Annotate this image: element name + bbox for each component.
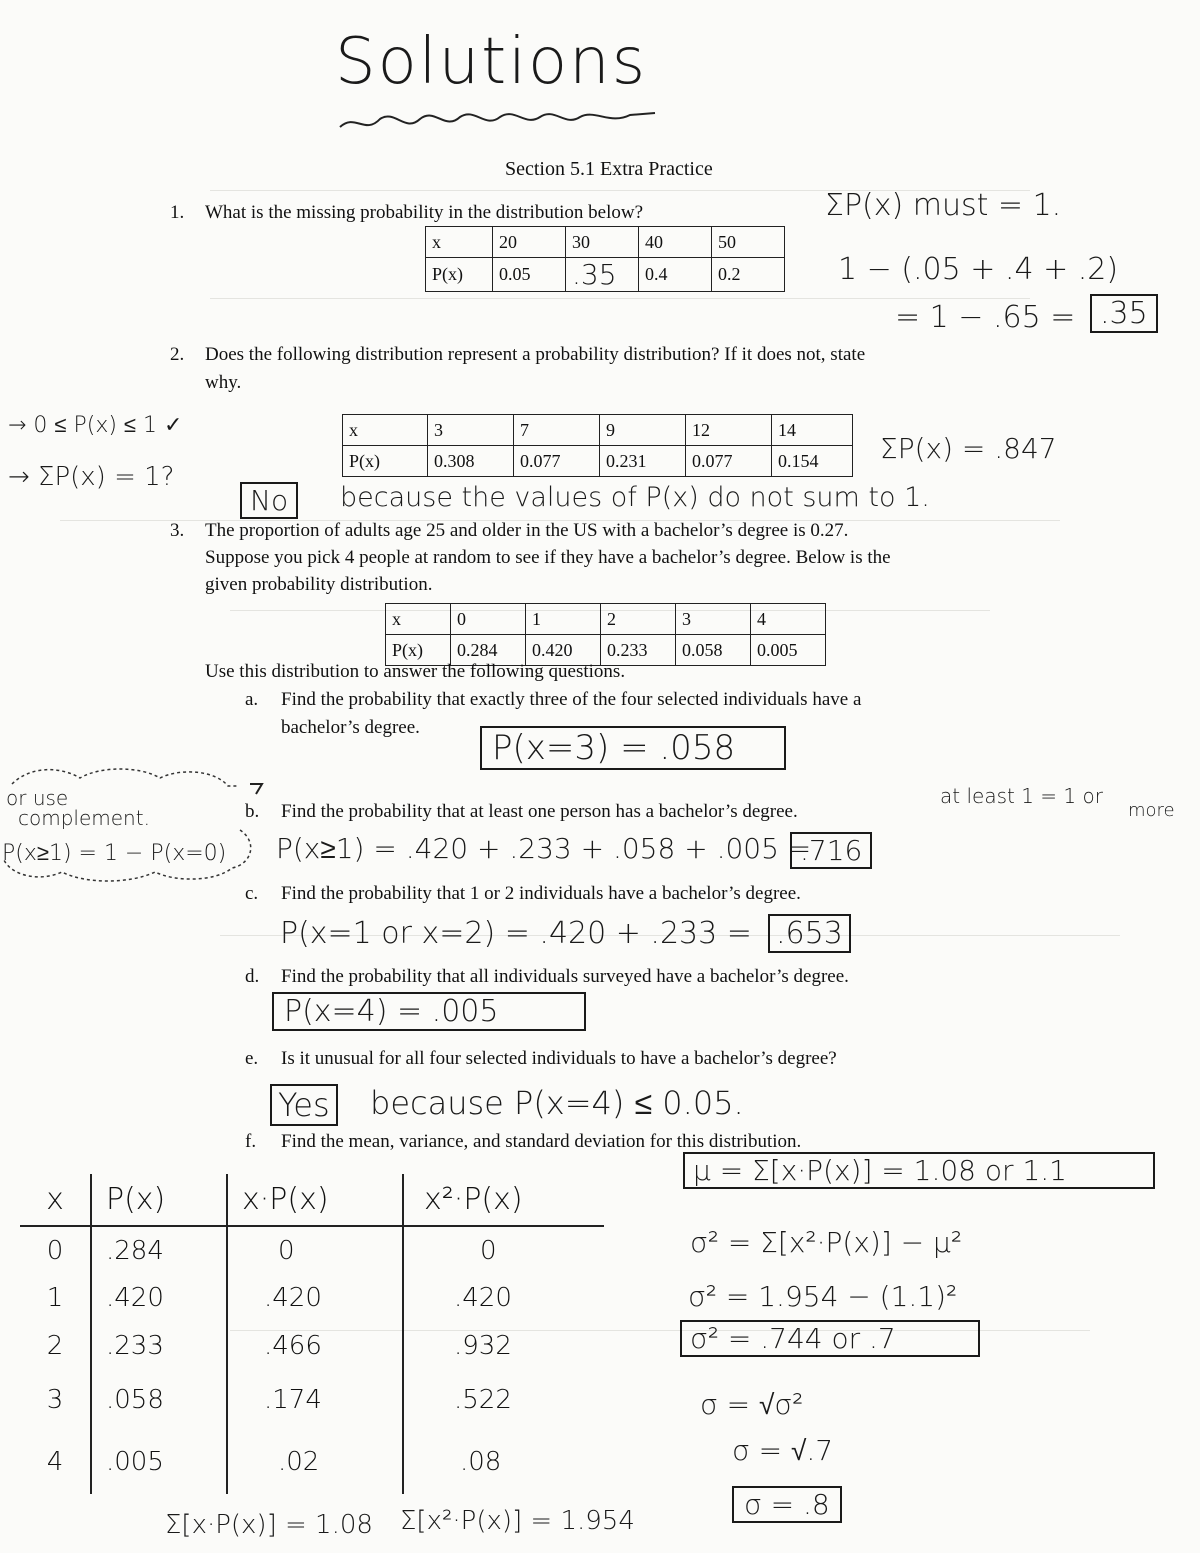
q3-line2: Suppose you pick 4 people at random to see if they have a bachelor’s degree. Below is the bbox=[205, 547, 891, 568]
table-cell: .522 bbox=[454, 1385, 512, 1415]
q3f-hw-sd-formula: σ = √σ² bbox=[700, 1388, 804, 1421]
table-row bbox=[386, 604, 826, 635]
table-cell: .420 bbox=[454, 1283, 512, 1313]
q3b-hw-note-line1: at least 1 = 1 or bbox=[940, 784, 1103, 808]
q3f-hw-sum-x2p: Σ[x²·P(x)] = 1.954 bbox=[400, 1506, 635, 1536]
q3f-label: f. bbox=[245, 1131, 257, 1152]
table-cell: 0.077 bbox=[686, 446, 772, 477]
table-cell: .005 bbox=[91, 1430, 227, 1494]
table-cell: 2 bbox=[20, 1322, 91, 1370]
q3b-label: b. bbox=[245, 801, 260, 822]
q3e-hw-reason: because P(x=4) ≤ 0.05. bbox=[370, 1084, 744, 1122]
thought-cloud-outline bbox=[0, 760, 270, 890]
table-cell: 3 bbox=[20, 1370, 91, 1430]
table-cell: 9 bbox=[600, 415, 686, 446]
q3b-hw-answer-box: .716 bbox=[790, 832, 872, 869]
q3a-hw-answer-box: P(x=3) = .058 bbox=[480, 726, 786, 770]
table-cell: .02 bbox=[227, 1430, 403, 1494]
table-cell: 0.2 bbox=[712, 258, 785, 292]
q2-text-line1: Does the following distribution represent a probability distribution? If it does not, state bbox=[205, 344, 866, 365]
table-cell: .284 bbox=[91, 1226, 227, 1274]
q3f-hw-sum-xp: Σ[x·P(x)] = 1.08 bbox=[165, 1510, 373, 1540]
table-row bbox=[426, 258, 785, 292]
table-cell: 1 bbox=[20, 1274, 91, 1322]
q3f-hw-variance-sub: σ² = 1.954 − (1.1)² bbox=[688, 1280, 958, 1313]
table-row bbox=[20, 1430, 604, 1494]
q1-hw-calc2: = 1 − .65 = bbox=[895, 300, 1076, 335]
table-row bbox=[343, 415, 853, 446]
q3c-hw-work: P(x=1 or x=2) = .420 + .233 = bbox=[280, 916, 752, 951]
q2-hw-sum: ΣP(x) = .847 bbox=[880, 432, 1057, 465]
table-cell: 3 bbox=[428, 415, 514, 446]
q3f-hw-variance-formula: σ² = Σ[x²·P(x)] − μ² bbox=[690, 1226, 963, 1259]
table-cell: 3 bbox=[676, 604, 751, 635]
q3b-hw-cloud-line1: or use bbox=[6, 786, 69, 810]
q3-distribution-table bbox=[385, 603, 826, 666]
q2-hw-no-box: No bbox=[240, 482, 298, 519]
table-header-cell: x bbox=[386, 604, 451, 635]
title-underline-squiggle bbox=[335, 105, 665, 135]
table-cell: 4 bbox=[751, 604, 826, 635]
q3f-text: Find the mean, variance, and standard deviation for this distribution. bbox=[281, 1131, 802, 1152]
solutions-title: Solutions bbox=[335, 25, 648, 99]
table-row bbox=[20, 1274, 604, 1322]
table-cell: 40 bbox=[639, 227, 712, 258]
table-cell: 0.284 bbox=[451, 635, 526, 666]
table-cell: 0.231 bbox=[600, 446, 686, 477]
table-cell: 7 bbox=[514, 415, 600, 446]
table-header-cell: x·P(x) bbox=[227, 1174, 403, 1226]
table-cell: 0.420 bbox=[526, 635, 601, 666]
table-header-cell: x bbox=[426, 227, 493, 258]
q3e-label: e. bbox=[245, 1048, 259, 1069]
q3a-line2: bachelor’s degree. bbox=[281, 717, 420, 738]
table-cell: 0.4 bbox=[639, 258, 712, 292]
table-cell: 0.233 bbox=[601, 635, 676, 666]
q3a-line1: Find the probability that exactly three of the four selected individuals have a bbox=[281, 689, 862, 710]
table-row bbox=[426, 227, 785, 258]
q3b-text: Find the probability that at least one person has a bachelor’s degree. bbox=[281, 801, 798, 822]
table-cell: .420 bbox=[91, 1274, 227, 1322]
q3b-hw-cloud-line3: P(x≥1) = 1 − P(x=0) bbox=[2, 841, 227, 866]
q2-text-line2: why. bbox=[205, 372, 242, 393]
q3-number: 3. bbox=[170, 520, 185, 541]
table-header-cell: x bbox=[20, 1174, 91, 1226]
q3b-hw-cloud-line2: complement. bbox=[18, 806, 150, 830]
table-cell: .08 bbox=[460, 1447, 502, 1477]
q3b-hw-work: P(x≥1) = .420 + .233 + .058 + .005 = bbox=[276, 832, 812, 865]
q1-hw-answer-box: .35 bbox=[1090, 294, 1158, 333]
q1-hw-calc1: 1 − (.05 + .4 + .2) bbox=[838, 252, 1119, 287]
section-header: Section 5.1 Extra Practice bbox=[505, 158, 713, 180]
q1-distribution-table bbox=[425, 226, 785, 292]
table-cell: .420 bbox=[227, 1274, 403, 1322]
q3f-hw-variance-box: σ² = .744 or .7 bbox=[680, 1320, 980, 1357]
table-cell: .233 bbox=[91, 1322, 227, 1370]
table-row bbox=[20, 1322, 604, 1370]
q3c-label: c. bbox=[245, 883, 259, 904]
table-cell: 20 bbox=[493, 227, 566, 258]
table-cell: 0 bbox=[480, 1235, 497, 1266]
table-header-cell: x bbox=[343, 415, 428, 446]
q2-number: 2. bbox=[170, 344, 185, 365]
q3c-hw-answer-box: .653 bbox=[768, 914, 851, 953]
table-cell: 0.005 bbox=[751, 635, 826, 666]
table-cell: 0.058 bbox=[676, 635, 751, 666]
q3e-text: Is it unusual for all four selected individuals to have a bachelor’s degree? bbox=[281, 1048, 837, 1069]
table-cell: 2 bbox=[601, 604, 676, 635]
q2-distribution-table bbox=[342, 414, 853, 477]
q3b-hw-note-line2: more bbox=[1128, 800, 1175, 821]
table-header-cell: P(x) bbox=[386, 635, 451, 666]
table-cell: 0.154 bbox=[772, 446, 853, 477]
table-header-cell: x²·P(x) bbox=[424, 1182, 523, 1217]
q3d-text: Find the probability that all individuals surveyed have a bachelor’s degree. bbox=[281, 966, 849, 987]
q2-hw-check1: → 0 ≤ P(x) ≤ 1 ✓ bbox=[8, 413, 183, 438]
q3f-hw-sd-box: σ = .8 bbox=[732, 1486, 842, 1523]
q1-number: 1. bbox=[170, 202, 185, 223]
q3e-hw-yes-box: Yes bbox=[270, 1084, 338, 1126]
q3-line3: given probability distribution. bbox=[205, 574, 433, 595]
q2-hw-reason: because the values of P(x) do not sum to 1. bbox=[340, 482, 930, 513]
table-cell: 12 bbox=[686, 415, 772, 446]
q2-hw-check2: → ΣP(x) = 1? bbox=[8, 462, 175, 492]
table-cell: .058 bbox=[91, 1370, 227, 1430]
table-cell: 0.077 bbox=[514, 446, 600, 477]
q3f-hw-mean-box: μ = Σ[x·P(x)] = 1.08 or 1.1 bbox=[683, 1152, 1155, 1189]
table-cell: 0.308 bbox=[428, 446, 514, 477]
bleed-through-line bbox=[210, 298, 1030, 299]
q3c-text: Find the probability that 1 or 2 individuals have a bachelor’s degree. bbox=[281, 883, 801, 904]
table-cell: 1 bbox=[526, 604, 601, 635]
table-cell: .932 bbox=[454, 1331, 512, 1361]
table-cell: 4 bbox=[20, 1430, 91, 1494]
table-cell: 0 bbox=[20, 1226, 91, 1274]
q3f-hw-sd-sub: σ = √.7 bbox=[732, 1434, 834, 1467]
table-row bbox=[20, 1370, 604, 1430]
q1-hw-rule: ΣP(x) must = 1. bbox=[825, 188, 1062, 223]
table-cell: 0 bbox=[451, 604, 526, 635]
table-cell-handwritten: .35 bbox=[566, 258, 639, 292]
table-header-cell: P(x) bbox=[91, 1174, 227, 1226]
table-row bbox=[20, 1226, 604, 1274]
q3d-hw-answer-box: P(x=4) = .005 bbox=[272, 992, 586, 1031]
table-cell: 14 bbox=[772, 415, 853, 446]
table-cell: 50 bbox=[712, 227, 785, 258]
q3d-label: d. bbox=[245, 966, 260, 987]
q1-text: What is the missing probability in the distribution below? bbox=[205, 202, 644, 223]
table-cell: .466 bbox=[227, 1322, 403, 1370]
q3-use-text: Use this distribution to answer the following questions. bbox=[205, 661, 626, 682]
table-cell: 30 bbox=[566, 227, 639, 258]
q3-line1: The proportion of adults age 25 and older in the US with a bachelor’s degree is 0.27. bbox=[205, 520, 849, 541]
table-cell: 0 bbox=[227, 1226, 403, 1274]
table-cell: .174 bbox=[227, 1370, 403, 1430]
q3f-hw-work-table bbox=[20, 1174, 604, 1494]
table-cell: 0.05 bbox=[493, 258, 566, 292]
q3a-label: a. bbox=[245, 689, 259, 710]
table-header-cell: P(x) bbox=[426, 258, 493, 292]
table-row bbox=[343, 446, 853, 477]
table-header-cell: P(x) bbox=[343, 446, 428, 477]
table-row bbox=[20, 1174, 604, 1226]
